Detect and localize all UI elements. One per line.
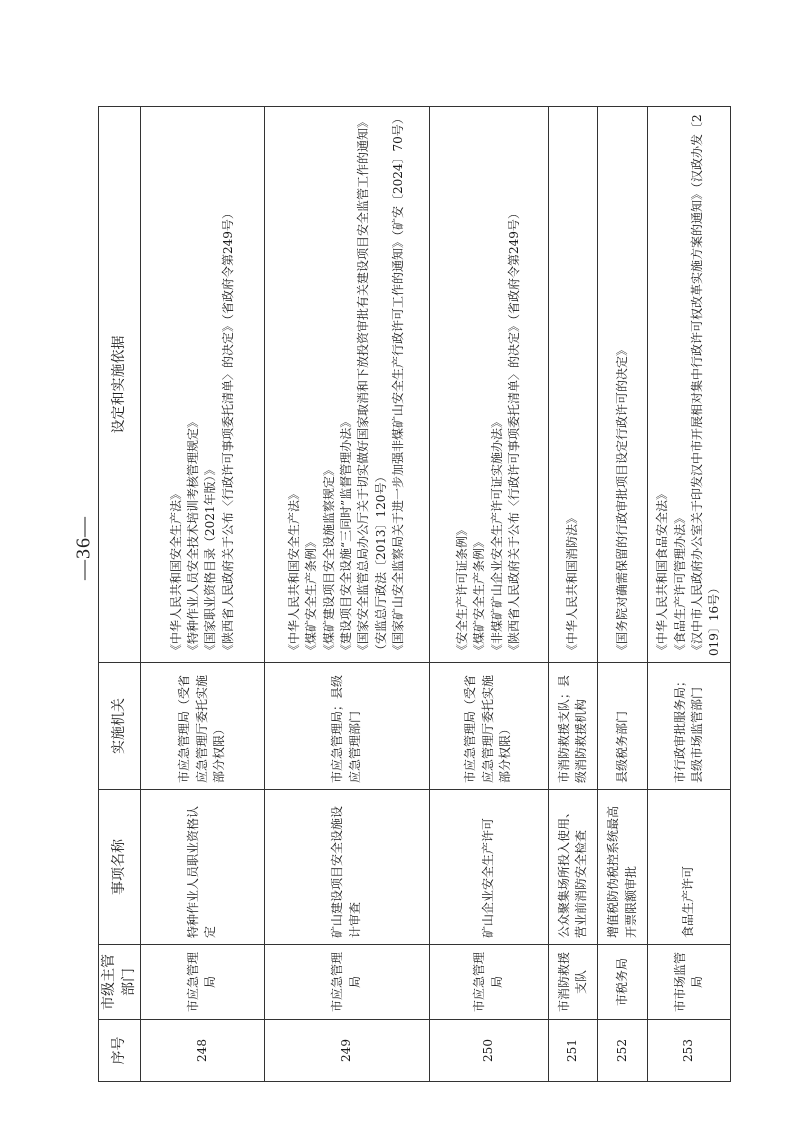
basis-line: 《建设项目安全设施“三同时”监督管理办法》 bbox=[339, 415, 354, 656]
row-agency: 市应急管理局（受省应急管理厅委托实施部分权限） bbox=[140, 663, 264, 790]
basis-line: 《中华人民共和国消防法》 bbox=[565, 511, 580, 656]
header-dept: 市级主管部门 bbox=[99, 945, 141, 1020]
row-agency: 县级税务部门 bbox=[598, 663, 648, 790]
row-dept: 市应急管理局 bbox=[265, 945, 429, 1020]
row-basis bbox=[429, 107, 548, 663]
row-seq: 252 bbox=[598, 1020, 648, 1082]
basis-line: 《国务院对确需保留的行政审批项目设定行政许可的决定》 bbox=[615, 343, 629, 656]
basis-line: 《国家职业资格目录（2021年版）》 bbox=[203, 463, 218, 656]
basis-line: 《国家安全监管总局办公厅关于切实做好国家取消和下放投资审批有关建设项目安全监管工作的通知》（安监总厅政法〔2013〕120号） bbox=[356, 115, 388, 656]
header-seq: 序号 bbox=[99, 1020, 141, 1082]
row-basis bbox=[598, 107, 648, 663]
row-dept: 市税务局 bbox=[598, 945, 648, 1020]
basis-line: 《中华人民共和国安全生产法》 bbox=[168, 487, 183, 656]
row-item: 公众聚集场所投入使用、营业前消防安全检查 bbox=[548, 790, 598, 945]
basis-line: 《非煤矿矿山企业安全生产许可证实施办法》 bbox=[489, 415, 504, 656]
row-agency: 市应急管理局（受省应急管理厅委托实施部分权限） bbox=[429, 663, 548, 790]
header-agency: 实施机关 bbox=[99, 663, 141, 790]
row-basis bbox=[648, 107, 731, 663]
row-dept: 市应急管理局 bbox=[140, 945, 264, 1020]
basis-line: 《食品生产许可管理办法》 bbox=[672, 511, 687, 656]
basis-line: 《煤矿建设项目安全设施监察规定》 bbox=[321, 463, 336, 656]
row-agency: 市应急管理局；县级应急管理部门 bbox=[265, 663, 429, 790]
row-dept: 市消防救援支队 bbox=[548, 945, 598, 1020]
row-agency: 市行政审批服务局；县级市场监管部门 bbox=[648, 663, 731, 790]
header-basis: 设定和实施依据 bbox=[99, 107, 141, 663]
rotated-table-sheet bbox=[98, 107, 731, 1082]
row-item: 特种作业人员职业资格认定 bbox=[140, 790, 264, 945]
basis-line: 《陕西省人民政府关于公布〈行政许可事项委托清单〉的决定》（省政府令第249号） bbox=[506, 207, 521, 656]
row-seq: 251 bbox=[548, 1020, 598, 1082]
row-item: 食品生产许可 bbox=[648, 790, 731, 945]
page-number: —36— bbox=[72, 516, 95, 580]
row-seq: 250 bbox=[429, 1020, 548, 1082]
row-dept: 市应急管理局 bbox=[429, 945, 548, 1020]
row-basis bbox=[265, 107, 429, 663]
licensing-items-table bbox=[98, 106, 731, 1082]
basis-line: 《特种作业人员安全技术培训考核管理规定》 bbox=[185, 415, 200, 656]
table-row bbox=[648, 107, 731, 1082]
row-basis bbox=[548, 107, 598, 663]
row-seq: 248 bbox=[140, 1020, 264, 1082]
basis-line: 《国家矿山安全监察局关于进一步加强非煤矿山安全生产行政许可工作的通知》（矿安〔2024〕70号） bbox=[391, 112, 406, 656]
basis-line: 《陕西省人民政府关于公布〈行政许可事项委托清单〉的决定》（省政府令第249号） bbox=[220, 207, 235, 656]
row-basis bbox=[140, 107, 264, 663]
table-header-row bbox=[99, 107, 141, 1082]
table-row bbox=[265, 107, 429, 1082]
row-seq: 249 bbox=[265, 1020, 429, 1082]
table-row bbox=[429, 107, 548, 1082]
table-row bbox=[548, 107, 598, 1082]
row-seq: 253 bbox=[648, 1020, 731, 1082]
basis-line: 《安全生产许可证条例》 bbox=[454, 523, 469, 656]
row-dept: 市市场监管局 bbox=[648, 945, 731, 1020]
row-item: 矿山建设项目安全设施设计审查 bbox=[265, 790, 429, 945]
row-agency: 市消防救援支队；县级消防救援机构 bbox=[548, 663, 598, 790]
header-item: 事项名称 bbox=[99, 790, 141, 945]
basis-line: 《中华人民共和国安全生产法》 bbox=[286, 487, 301, 656]
basis-line: 《中华人民共和国食品安全法》 bbox=[655, 487, 670, 656]
table-row bbox=[140, 107, 264, 1082]
row-item: 增值税防伪税控系统最高开票限额审批 bbox=[598, 790, 648, 945]
table-row bbox=[598, 107, 648, 1082]
basis-line: 《煤矿安全生产条例》 bbox=[304, 535, 319, 656]
row-item: 矿山企业安全生产许可 bbox=[429, 790, 548, 945]
basis-line: 《汉中市人民政府办公室关于印发汉中市开展相对集中行政许可权改革实施方案的通知》（汉政办发〔2019〕16号） bbox=[690, 114, 722, 656]
basis-line: 《煤矿安全生产条例》 bbox=[472, 535, 487, 656]
